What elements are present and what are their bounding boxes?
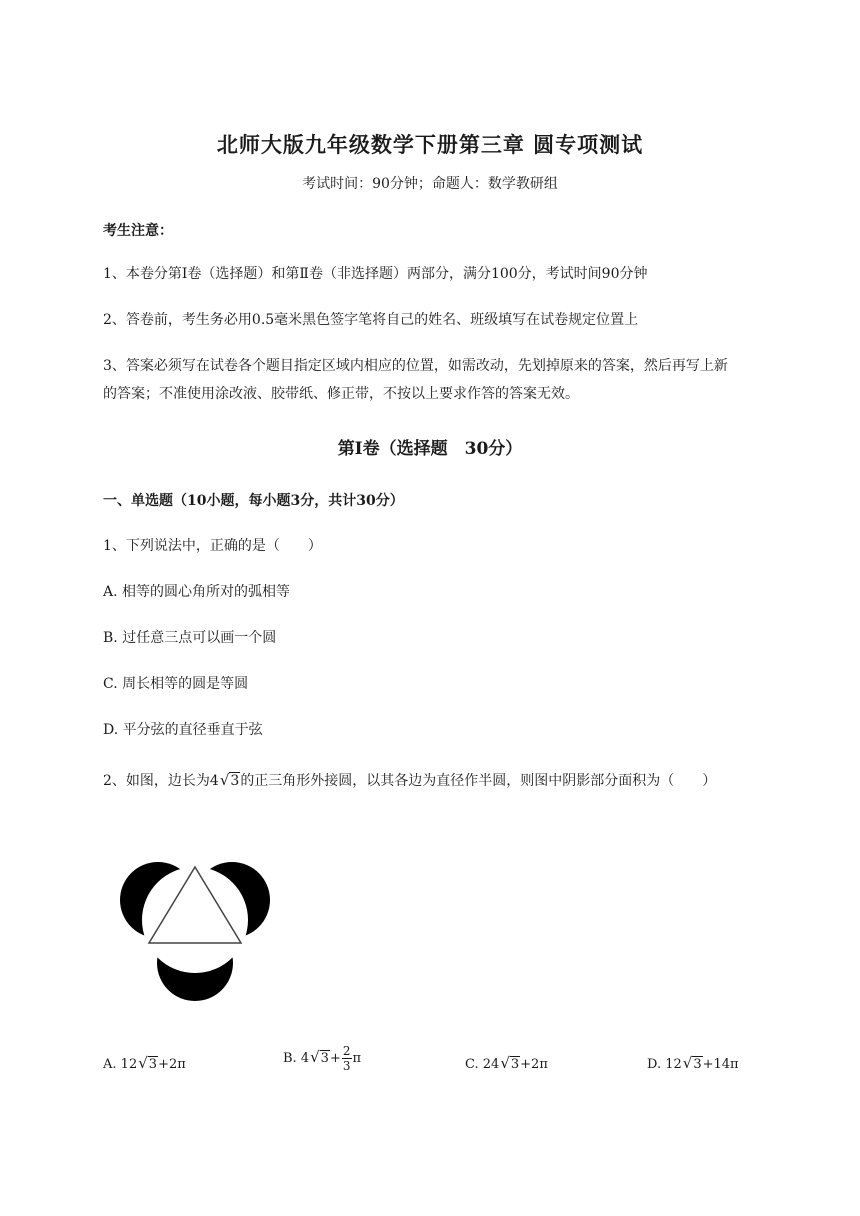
question-1-option-c: C. 周长相等的圆是等圆 (103, 676, 249, 692)
notice-item-1: 1、本卷分第Ⅰ卷（选择题）和第Ⅱ卷（非选择题）两部分，满分100分，考试时间90分钟 (103, 266, 648, 282)
question-2-option-d: D. 12√3+14π (647, 1054, 739, 1072)
section-title: 第Ⅰ卷（选择题 30分） (337, 439, 523, 459)
question-2-option-a: A. 12√3+2π (103, 1054, 186, 1072)
notice-item-2: 2、答卷前，考生务必用0.5毫米黑色签字笔将自己的姓名、班级填写在试卷规定位置上 (103, 312, 639, 328)
question-1-option-a: A. 相等的圆心角所对的弧相等 (103, 584, 291, 600)
question-2-option-b: B. 4√3+ $\frac{2}{3}$ π (283, 1044, 362, 1073)
question-1-option-d: D. 平分弦的直径垂直于弦 (103, 722, 263, 738)
notice-heading: 考生注意： (103, 223, 173, 239)
question-2-option-c: C. 24√3+2π (465, 1054, 548, 1072)
question-2-stem: 2、如图，边长为4√3的正三角形外接圆，以其各边为直径作半圆，则图中阴影部分面积为（ ） (103, 771, 717, 789)
question-1-option-b: B. 过任意三点可以画一个圆 (103, 630, 277, 646)
notice-item-3-cont: 的答案；不准使用涂改液、胶带纸、修正带，不按以上要求作答的答案无效。 (103, 386, 579, 402)
notice-item-3: 3、答案必须写在试卷各个题目指定区域内相应的位置，如需改动，先划掉原来的答案，然后再写上新 (103, 358, 728, 374)
question-1-stem: 1、下列说法中，正确的是（ ） (103, 538, 322, 554)
exam-info: 考试时间：90分钟；命题人：数学教研组 (302, 176, 558, 192)
circle-triangle-figure (110, 830, 280, 1010)
part-heading: 一、单选题（10小题，每小题3分，共计30分） (103, 493, 404, 509)
page-title: 北师大版九年级数学下册第三章 圆专项测试 (216, 132, 644, 157)
